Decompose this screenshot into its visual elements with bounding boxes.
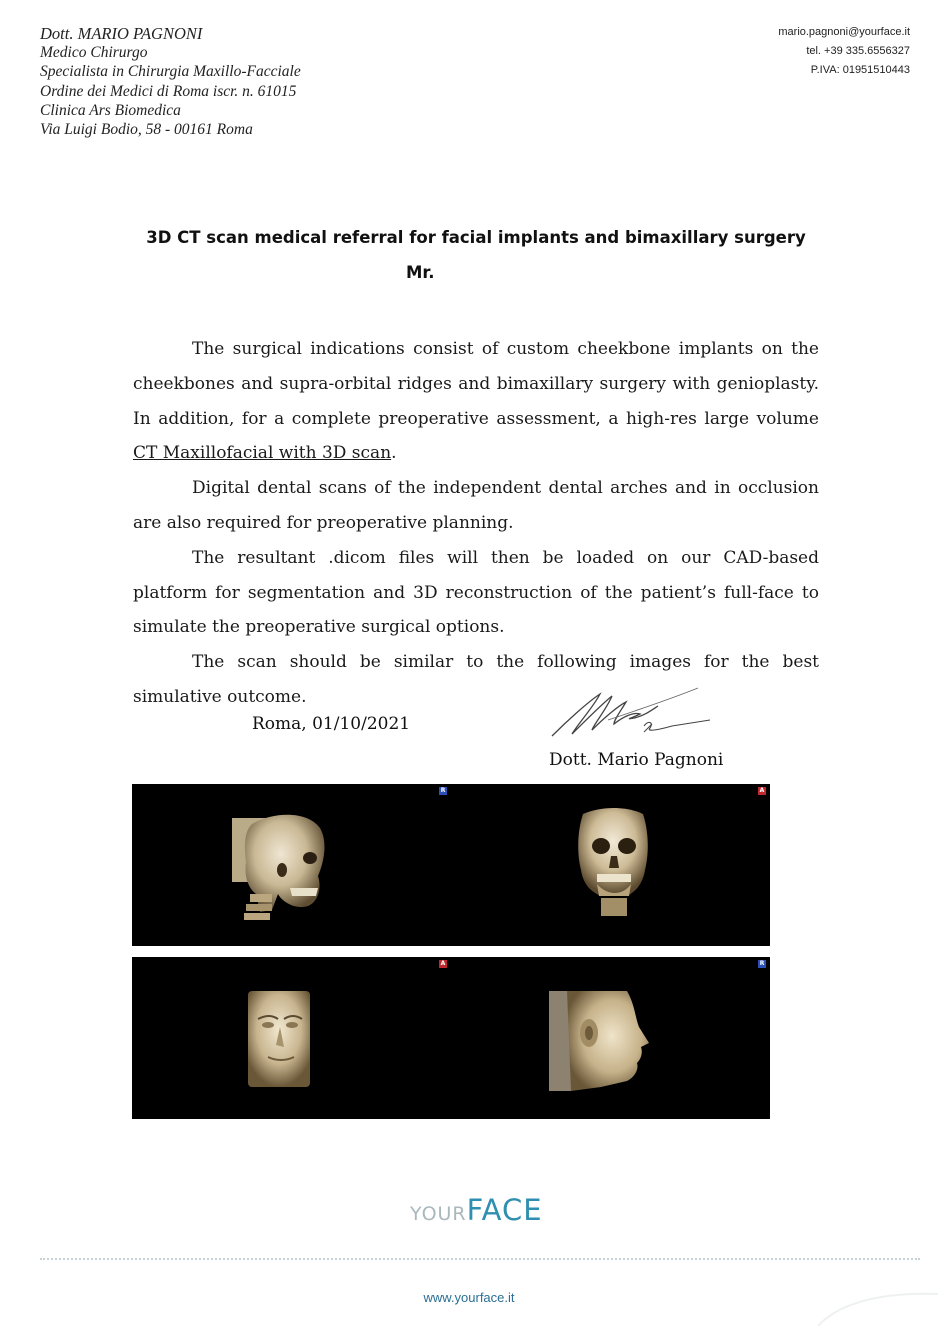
- footer-url[interactable]: www.yourface.it: [423, 1290, 515, 1305]
- skull-lateral-image: [132, 784, 451, 946]
- orientation-badge: R: [440, 787, 446, 794]
- letter-date: Roma, 01/10/2021: [252, 714, 411, 734]
- orientation-badge: A: [440, 960, 446, 967]
- ct-scan-row-2: [132, 957, 770, 1119]
- ct-scan-link[interactable]: CT Maxillofacial with 3D scan: [133, 443, 392, 464]
- corner-decoration: [818, 1290, 938, 1326]
- clinic-address: Via Luigi Bodio, 58 - 00161 Roma: [40, 121, 253, 139]
- clinic-name: Clinica Ars Biomedica: [40, 101, 181, 119]
- paragraph-indications: The surgical indications consist of custom cheekbone implants on the cheekbones and supra-orbital ridges and bimaxillary surgery with genioplasty. In addition, for a complete preoperative assessment, a high-res large volume CT Maxillofacial with 3D scan.: [133, 339, 819, 464]
- signature-name: Dott. Mario Pagnoni: [549, 750, 724, 770]
- salutation: Mr.: [406, 263, 435, 282]
- ct-scan-frontal-skull: [451, 784, 770, 946]
- ct-scan-lateral-skull: [132, 784, 451, 946]
- ct-scan-row-1: [132, 784, 770, 946]
- footer-divider: [40, 1258, 920, 1260]
- contact-email: mario.pagnoni@yourface.it: [778, 26, 910, 38]
- paragraph-scan-example: The scan should be similar to the following images for the best simulative outcome.: [133, 652, 819, 707]
- yourface-logo: [410, 1193, 543, 1227]
- contact-info: [778, 23, 910, 80]
- doctor-registration: Ordine dei Medici di Roma iscr. n. 61015: [40, 82, 297, 100]
- document-title: 3D CT scan medical referral for facial implants and bimaxillary surgery: [146, 228, 806, 247]
- face-lateral-image: [451, 957, 770, 1119]
- ct-scan-lateral-face: [451, 957, 770, 1119]
- handwritten-signature: [548, 680, 718, 750]
- contact-vat: P.IVA: 01951510443: [810, 64, 910, 76]
- logo-face: FACE: [466, 1193, 543, 1227]
- letter-body: [133, 332, 819, 715]
- orientation-badge: A: [759, 787, 765, 794]
- skull-frontal-image: [451, 784, 770, 946]
- contact-phone: tel. +39 335.6556327: [806, 45, 910, 57]
- paragraph-dental-scans: Digital dental scans of the independent dental arches and in occlusion are also required for preoperative planning.: [133, 478, 819, 533]
- doctor-name: Dott. MARIO PAGNONI: [40, 24, 203, 43]
- paragraph-dicom: The resultant .dicom files will then be loaded on our CAD-based platform for segmentation and 3D reconstruction of the patient’s full-face to simulate the preoperative surgical options.: [133, 547, 819, 638]
- face-frontal-image: [132, 957, 451, 1119]
- doctor-specialty: Specialista in Chirurgia Maxillo-Facciale: [40, 63, 301, 81]
- orientation-badge: R: [759, 960, 765, 967]
- ct-scan-frontal-face: [132, 957, 451, 1119]
- doctor-role: Medico Chirurgo: [40, 44, 148, 62]
- logo-your: YOUR: [410, 1203, 467, 1225]
- doctor-header: [40, 24, 301, 139]
